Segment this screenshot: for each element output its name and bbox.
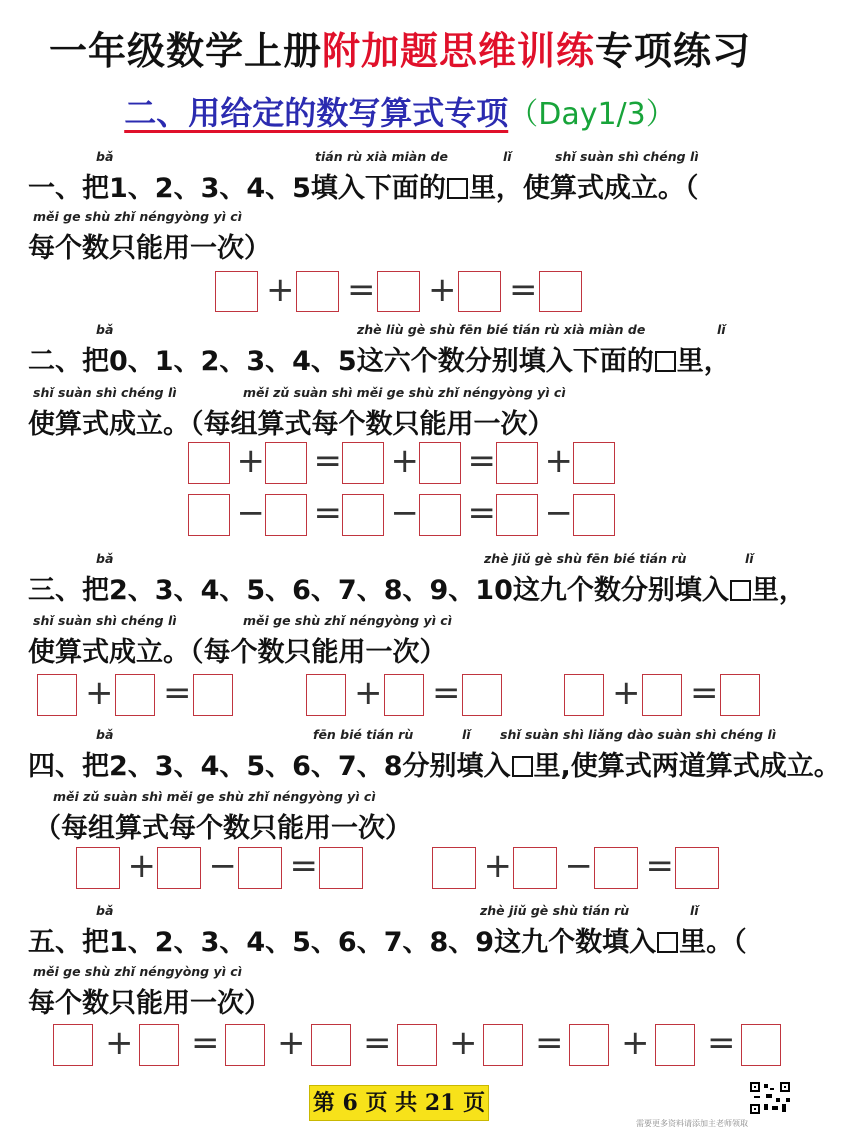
answer-box[interactable]: [496, 442, 538, 484]
pinyin: shǐ suàn shì chéng lì: [33, 613, 177, 628]
answer-box[interactable]: [225, 1024, 265, 1066]
q2-text-a: 二、把0、1、2、3、4、5这六个数分别填入下面的: [28, 346, 654, 377]
question-3-line-2: 使算式成立。（每个数只能用一次）: [28, 637, 447, 668]
answer-box[interactable]: [157, 847, 201, 889]
pinyin: shǐ suàn shì chéng lì: [555, 149, 699, 164]
answer-box[interactable]: [342, 494, 384, 536]
pinyin: měi ge shù zhǐ néngyòng yì cì: [33, 964, 242, 979]
pinyin: lǐ: [503, 149, 512, 164]
answer-box[interactable]: [215, 271, 258, 312]
question-4-line-1: [28, 744, 841, 783]
pinyin: bǎ: [96, 903, 114, 918]
square-box-icon: [730, 580, 751, 601]
pinyin: zhè jiǔ gè shù fēn bié tián rù: [484, 551, 687, 566]
plus-sign: +: [621, 1023, 650, 1063]
answer-box[interactable]: [741, 1024, 781, 1066]
answer-box[interactable]: [564, 674, 604, 716]
pinyin: tián rù xià miàn de: [315, 149, 448, 164]
question-5-line-1: [28, 920, 747, 959]
answer-box[interactable]: [419, 494, 461, 536]
qr-code-icon: [748, 1080, 792, 1116]
equals-sign: =: [163, 673, 192, 713]
answer-box[interactable]: [513, 847, 557, 889]
question-3-line-1: [28, 568, 806, 607]
pinyin: měi ge shù zhǐ néngyòng yì cì: [33, 209, 242, 224]
equals-sign: =: [313, 493, 342, 533]
pinyin: shǐ suàn shì chéng lì: [33, 385, 177, 400]
plus-sign: +: [428, 269, 457, 310]
page-subtitle: [0, 88, 800, 134]
minus-sign: −: [564, 846, 593, 886]
q1-text-a: 一、把1、2、3、4、5填入下面的: [28, 173, 446, 204]
answer-box[interactable]: [76, 847, 120, 889]
answer-box[interactable]: [188, 442, 230, 484]
pinyin: lǐ: [717, 322, 726, 337]
equals-sign: =: [535, 1023, 564, 1063]
q3-text-a: 三、把2、3、4、5、6、7、8、9、10这九个数分别填入: [28, 575, 729, 606]
answer-box[interactable]: [496, 494, 538, 536]
plus-sign: +: [127, 846, 156, 886]
pinyin: shǐ suàn shì liǎng dào suàn shì chéng lì: [500, 727, 777, 742]
answer-box[interactable]: [720, 674, 760, 716]
answer-box[interactable]: [462, 674, 502, 716]
answer-box[interactable]: [115, 674, 155, 716]
equals-sign: =: [509, 269, 538, 310]
subtitle-main: 二、用给定的数写算式专项: [124, 94, 509, 132]
equals-sign: =: [191, 1023, 220, 1063]
answer-box[interactable]: [655, 1024, 695, 1066]
answer-box[interactable]: [569, 1024, 609, 1066]
equals-sign: =: [347, 269, 376, 310]
minus-sign: −: [236, 493, 265, 533]
pinyin: zhè liù gè shù fēn bié tián rù xià miàn de: [357, 322, 646, 337]
q1-text-b: 里，使算式成立。（: [468, 173, 699, 204]
q4-text-a: 四、把2、3、4、5、6、7、8分别填入: [28, 751, 511, 782]
pinyin: měi zǔ suàn shì měi ge shù zhǐ néngyòng yì cì: [53, 789, 376, 804]
q5-text-a: 五、把1、2、3、4、5、6、7、8、9这九个数填入: [28, 927, 657, 958]
pinyin: bǎ: [96, 322, 114, 337]
square-box-icon: [512, 756, 533, 777]
answer-box[interactable]: [265, 494, 307, 536]
plus-sign: +: [85, 673, 114, 713]
plus-sign: +: [354, 673, 383, 713]
pinyin: zhè jiǔ gè shù tián rù: [480, 903, 630, 918]
pinyin: bǎ: [96, 149, 114, 164]
question-5-line-2: 每个数只能用一次）: [28, 988, 271, 1019]
plus-sign: +: [277, 1023, 306, 1063]
answer-box[interactable]: [675, 847, 719, 889]
equals-sign: =: [363, 1023, 392, 1063]
minus-sign: −: [390, 493, 419, 533]
answer-box[interactable]: [377, 271, 420, 312]
minus-sign: −: [208, 846, 237, 886]
question-1-line-2: 每个数只能用一次）: [28, 233, 271, 264]
answer-box[interactable]: [539, 271, 582, 312]
answer-box[interactable]: [238, 847, 282, 889]
equals-sign: =: [645, 846, 674, 886]
plus-sign: +: [483, 846, 512, 886]
equals-sign: =: [432, 673, 461, 713]
question-1-line-1: [28, 166, 698, 205]
equals-sign: =: [467, 493, 496, 533]
pinyin: lǐ: [690, 903, 699, 918]
answer-box[interactable]: [37, 674, 77, 716]
watermark-text: 需要更多资料请添加主老师领取: [636, 1119, 748, 1128]
minus-sign: −: [544, 493, 573, 533]
q2-text-b: 里，: [676, 346, 731, 377]
plus-sign: +: [236, 441, 265, 481]
page-title: [0, 20, 800, 75]
equals-sign: =: [690, 673, 719, 713]
answer-box[interactable]: [319, 847, 363, 889]
plus-sign: +: [105, 1023, 134, 1063]
plus-sign: +: [266, 269, 295, 310]
answer-box[interactable]: [296, 271, 339, 312]
answer-box[interactable]: [193, 674, 233, 716]
answer-box[interactable]: [306, 674, 346, 716]
plus-sign: +: [390, 441, 419, 481]
answer-box[interactable]: [573, 494, 615, 536]
pinyin: lǐ: [745, 551, 754, 566]
answer-box[interactable]: [573, 442, 615, 484]
equals-sign: =: [467, 441, 496, 481]
answer-box[interactable]: [384, 674, 424, 716]
pinyin: měi ge shù zhǐ néngyòng yì cì: [243, 613, 452, 628]
title-part-1: 一年级数学上册: [48, 29, 322, 73]
answer-box[interactable]: [265, 442, 307, 484]
pinyin: lǐ: [462, 727, 471, 742]
q5-text-b: 里。（: [679, 927, 747, 958]
plus-sign: +: [612, 673, 641, 713]
answer-box[interactable]: [53, 1024, 93, 1066]
answer-box[interactable]: [594, 847, 638, 889]
title-part-2: 专项练习: [595, 29, 752, 73]
pinyin: fēn bié tián rù: [313, 727, 414, 742]
page-number-badge: 第 6 页 共 21 页: [309, 1085, 489, 1121]
answer-box[interactable]: [642, 674, 682, 716]
equals-sign: =: [289, 846, 318, 886]
pinyin: bǎ: [96, 727, 114, 742]
square-box-icon: [655, 351, 676, 372]
answer-box[interactable]: [458, 271, 501, 312]
answer-box[interactable]: [432, 847, 476, 889]
plus-sign: +: [449, 1023, 478, 1063]
answer-box[interactable]: [311, 1024, 351, 1066]
answer-box[interactable]: [483, 1024, 523, 1066]
question-2-line-2: 使算式成立。（每组算式每个数只能用一次）: [28, 409, 555, 440]
pinyin: měi zǔ suàn shì měi ge shù zhǐ néngyòng yì cì: [243, 385, 566, 400]
answer-box[interactable]: [139, 1024, 179, 1066]
answer-box[interactable]: [397, 1024, 437, 1066]
question-2-line-1: [28, 339, 731, 378]
q4-text-b: 里,使算式两道算式成立。: [533, 751, 841, 782]
answer-box[interactable]: [342, 442, 384, 484]
square-box-icon: [657, 932, 678, 953]
title-part-highlight: 附加题思维训练: [321, 29, 595, 73]
equals-sign: =: [313, 441, 342, 481]
plus-sign: +: [544, 441, 573, 481]
q3-text-b: 里，: [751, 575, 806, 606]
pinyin: bǎ: [96, 551, 114, 566]
square-box-icon: [447, 178, 468, 199]
answer-box[interactable]: [188, 494, 230, 536]
equals-sign: =: [707, 1023, 736, 1063]
answer-box[interactable]: [419, 442, 461, 484]
subtitle-day: （Day1/3）: [508, 97, 676, 132]
question-4-line-2: （每组算式每个数只能用一次）: [34, 813, 412, 844]
